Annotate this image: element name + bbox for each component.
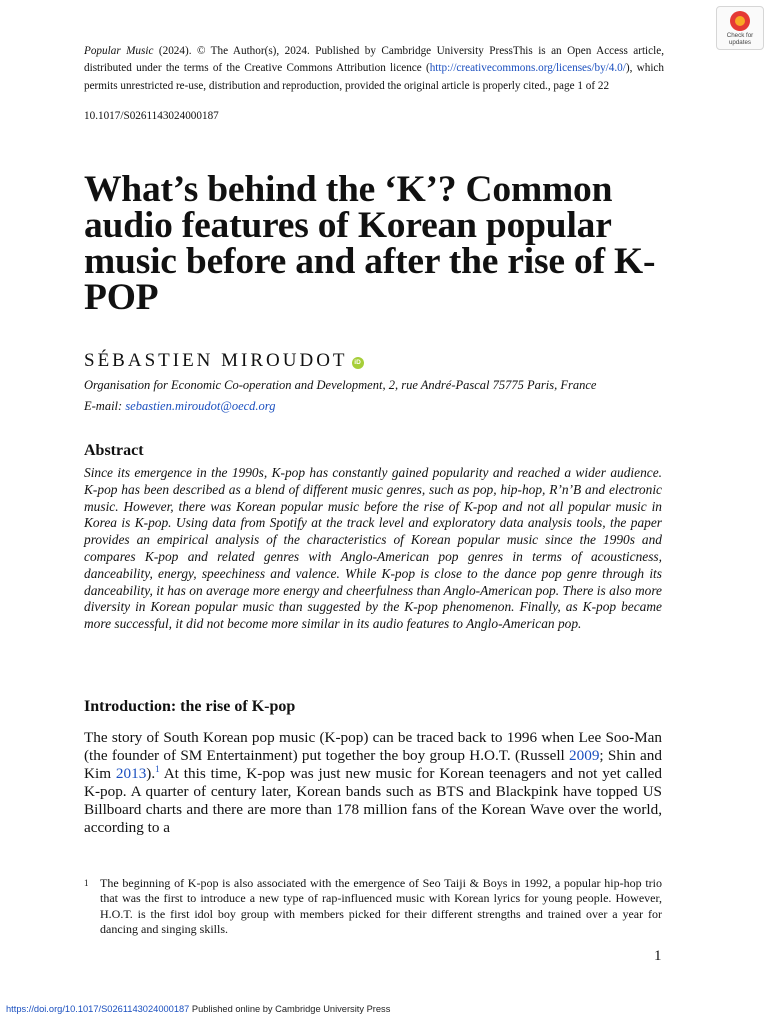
- check-for-updates-badge[interactable]: [716, 6, 764, 50]
- badge-label-line2: updates: [728, 39, 752, 46]
- article-header: [84, 43, 664, 95]
- citation-link-russell[interactable]: 2009: [569, 746, 600, 764]
- licence-notice: (2024). © The Author(s), 2024. Published by Cambridge University PressThis is an Open Access article, distributed under the terms of the Creative Commons Attribution licence (: [84, 45, 664, 75]
- intro-text-part: ; Shin and Kim: [84, 746, 662, 782]
- footer-published: Published online by Cambridge University Press: [189, 1004, 391, 1014]
- intro-paragraph: [84, 729, 662, 836]
- page-number: 1: [654, 948, 662, 964]
- footnote-text: The beginning of K-pop is also associated with the emergence of Seo Taiji & Boys in 1992, a popular hip-hop trio that was the first to introduce a new type of rap-influenced music with Korean lyrics for young people. However, H.O.T. is the first idol boy group with members picked for their different strengths and trained over a year for dancing and singing skills.: [100, 876, 662, 936]
- orcid-icon[interactable]: iD: [352, 357, 364, 369]
- intro-text-part: At this time, K-pop was just new music for Korean teenagers and not yet called K-pop. A quarter of century later, Korean bands such as BTS and Blackpink have topped US Billboard charts and there are more than 178 million fans of the Korean Wave over the world, according to a: [84, 764, 662, 836]
- licence-link[interactable]: http://creativecommons.org/licenses/by/4.0/: [429, 62, 626, 75]
- journal-name: Popular Music: [84, 45, 154, 57]
- footnote-number: 1: [84, 878, 89, 888]
- author-affiliation: Organisation for Economic Co-operation and Development, 2, rue André-Pascal 75775 Paris, France: [84, 378, 597, 392]
- abstract-text: Since its emergence in the 1990s, K-pop has constantly gained popularity and reached a wider audience. K-pop has been described as a blend of different music genres, such as pop, hip-hop, R’n’B and electronic music. However, there was Korean popular music before the rise of K-pop and not all popular music in Korea is K-pop. Using data from Spotify at the track level and exploratory data analysis tools, the paper provides an empirical analysis of the characteristics of Korean popular music since the 1990s and compares K-pop and related genres with Anglo-American pop genres in terms of acousticness, danceability, energy, speechiness and valence. While K-pop is close to the dance pop genre through its danceability, it has on average more energy and cheerfulness than Anglo-American pop. There is also more diversity in Korean popular music than suggested by the K-pop phenomenon. Finally, as K-pop became more successful, it did not become more similar in its audio features to Anglo-American pop.: [84, 465, 662, 632]
- licence-notice-end: ), which permits unrestricted re-use, distribution and reproduction, provided the original article is properly cited., page 1 of 22: [84, 62, 664, 92]
- check-updates-icon: [730, 11, 750, 31]
- author-name: SÉBASTIEN MIROUDOT: [84, 350, 348, 371]
- intro-text-part: ).: [146, 764, 156, 782]
- intro-text-part: The story of South Korean pop music (K-pop) can be traced back to 1996 when Lee Soo-Man (the founder of SM Entertainment) put together the boy group H.O.T. (Russell: [84, 729, 662, 764]
- abstract-heading: Abstract: [84, 442, 144, 459]
- email-link[interactable]: sebastien.miroudot@oecd.org: [125, 399, 276, 413]
- intro-heading: Introduction: the rise of K-pop: [84, 698, 296, 715]
- page-footer: [6, 1004, 390, 1014]
- author-line: [84, 350, 364, 372]
- email-label: E-mail:: [84, 399, 126, 413]
- footnote-ref-link[interactable]: 1: [155, 763, 160, 774]
- article-title: What’s behind the ‘K’? Common audio features of Korean popular music before and after the rise of K-POP: [84, 169, 656, 318]
- author-email: [84, 399, 275, 414]
- footnote: [84, 876, 662, 937]
- article-doi: 10.1017/S0261143024000187: [84, 110, 219, 122]
- footer-doi-link[interactable]: https://doi.org/10.1017/S0261143024000187: [6, 1004, 190, 1014]
- badge-label-line1: Check for: [726, 32, 754, 39]
- citation-link-shin-kim[interactable]: 2013: [115, 764, 147, 782]
